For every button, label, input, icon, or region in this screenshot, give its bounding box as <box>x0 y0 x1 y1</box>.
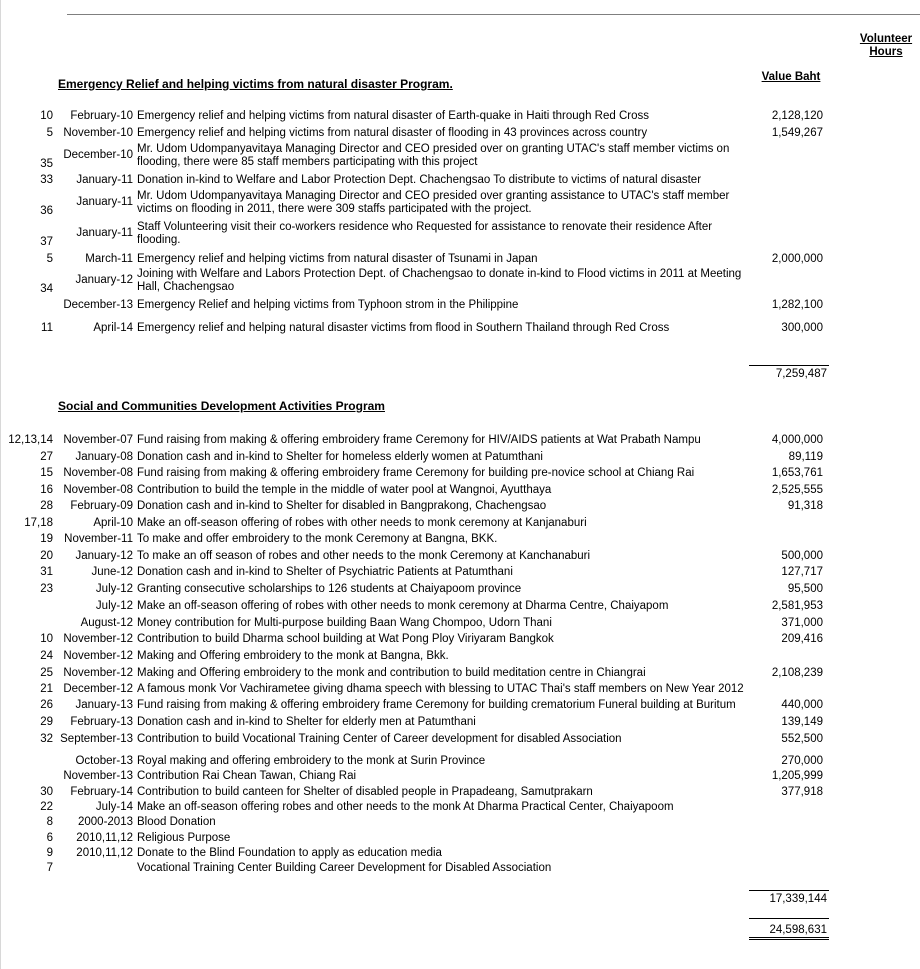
description-cell: Make an off-season offering robes and other needs to the monk At Dharma Practical Center, Chaiyapoom <box>137 801 674 813</box>
table-row <box>0 832 920 848</box>
volunteer-hours-cell: 19 <box>40 533 53 545</box>
volunteer-hours-cell: 24 <box>40 650 53 662</box>
volunteer-hours-cell: 27 <box>40 451 53 463</box>
volunteer-hours-cell: 35 <box>40 158 53 170</box>
value-cell: 1,653,761 <box>771 467 823 479</box>
value-cell: 1,549,267 <box>771 127 823 139</box>
description-cell: Making and Offering embroidery to the monk and contribution to build meditation centre in Chiangrai <box>137 667 646 679</box>
value-cell: 95,500 <box>787 583 823 595</box>
date-cell: 2010,11,12 <box>76 847 133 859</box>
description-cell: Religious Purpose <box>137 832 231 844</box>
value-cell: 4,000,000 <box>771 434 823 446</box>
volunteer-hours-cell: 33 <box>40 174 53 186</box>
date-cell: July-12 <box>95 600 133 612</box>
section-total-social-development: 17,339,144 <box>769 893 827 905</box>
value-cell: 1,282,100 <box>771 299 823 311</box>
table-row <box>0 143 920 173</box>
description-cell: Vocational Training Center Building Career Development for Disabled Association <box>137 862 552 874</box>
date-cell: December-12 <box>63 683 133 695</box>
table-row <box>0 533 920 549</box>
subtotal-rule <box>749 890 829 891</box>
table-row <box>0 667 920 683</box>
volunteer-hours-header: Volunteer Hours <box>859 33 913 59</box>
table-row <box>0 566 920 582</box>
description-cell: To make and offer embroidery to the monk Ceremony at Bangna, BKK. <box>137 533 498 545</box>
table-row <box>0 583 920 599</box>
volunteer-hours-cell: 22 <box>40 801 53 813</box>
date-cell: November-13 <box>63 770 133 782</box>
date-cell: January-13 <box>75 699 133 711</box>
table-row <box>0 174 920 190</box>
description-cell: Contribution to build the temple in the middle of water pool at Wangnoi, Ayutthaya <box>137 484 552 496</box>
section-title-social-development: Social and Communities Development Activities Program <box>58 399 385 413</box>
grand-total-double-rule <box>749 939 829 940</box>
volunteer-hours-cell: 11 <box>41 322 53 334</box>
date-cell: February-14 <box>70 786 133 798</box>
date-cell: January-12 <box>75 550 133 562</box>
date-cell: January-11 <box>76 174 133 186</box>
grand-total: 24,598,631 <box>769 924 827 936</box>
value-cell: 440,000 <box>781 699 823 711</box>
table-row <box>0 268 920 298</box>
date-cell: July-14 <box>95 801 133 813</box>
volunteer-hours-cell: 25 <box>40 667 53 679</box>
date-cell: December-13 <box>63 299 133 311</box>
description-cell: Donation in-kind to Welfare and Labor Protection Dept. Chachengsao To distribute to victims of natural disaster <box>137 174 702 186</box>
date-cell: February-13 <box>70 716 133 728</box>
date-cell: November-08 <box>63 484 133 496</box>
volunteer-hours-cell: 32 <box>40 733 53 745</box>
value-cell: 371,000 <box>781 617 823 629</box>
description-cell: Fund raising from making & offering embroidery frame Ceremony for building crematorium Funeral building at Buritum <box>137 699 736 711</box>
volunteer-hours-cell: 30 <box>40 786 53 798</box>
description-cell: Mr. Udom Udompanyavitaya Managing Director and CEO presided over granting assistance to UTAC's staff member victims on flooding in 2011, there were 309 staffs participated with the project. <box>137 190 730 216</box>
volunteer-hours-cell: 36 <box>40 205 53 217</box>
description-cell: Donation cash and in-kind to Shelter of Psychiatric Patients at Patumthani <box>137 566 513 578</box>
date-cell: 2010,11,12 <box>76 832 133 844</box>
value-cell: 2,108,239 <box>771 667 823 679</box>
value-cell: 1,205,999 <box>771 770 823 782</box>
date-cell: November-10 <box>63 127 133 139</box>
description-cell: Contribution to build Vocational Training Center of Career development for disabled Association <box>137 733 622 745</box>
table-row <box>0 434 920 450</box>
volunteer-hours-cell: 20 <box>40 550 53 562</box>
section-total-emergency-relief: 7,259,487 <box>775 368 827 380</box>
volunteer-hours-cell: 10 <box>40 633 53 645</box>
value-cell: 500,000 <box>781 550 823 562</box>
date-cell: February-10 <box>70 110 133 122</box>
value-cell: 300,000 <box>781 322 823 334</box>
table-row <box>0 451 920 467</box>
section-title-emergency-relief: Emergency Relief and helping victims from natural disaster Program. <box>58 77 453 91</box>
description-cell: Emergency relief and helping victims from natural disaster of Tsunami in Japan <box>137 253 538 265</box>
table-row <box>0 786 920 802</box>
volunteer-hours-cell: 31 <box>40 566 53 578</box>
description-cell: Contribution Rai Chean Tawan, Chiang Rai <box>137 770 357 782</box>
description-cell: Emergency relief and helping natural disaster victims from flood in Southern Thailand through Red Cross <box>137 322 670 334</box>
value-cell: 2,000,000 <box>771 253 823 265</box>
description-cell: Donate to the Blind Foundation to apply as education media <box>137 847 442 859</box>
volunteer-hours-cell: 6 <box>46 832 53 844</box>
table-row <box>0 816 920 832</box>
description-cell: Donation cash and in-kind to Shelter for disabled in Bangprakong, Chachengsao <box>137 500 547 512</box>
description-cell: Fund raising from making & offering embroidery frame Ceremony for building pre-novice school at Chiang Rai <box>137 467 695 479</box>
description-cell: Fund raising from making & offering embroidery frame Ceremony for HIV/AIDS patients at Wat Prabath Nampu <box>137 434 701 446</box>
date-cell: 2000-2013 <box>78 816 133 828</box>
description-cell: Emergency relief and helping victims from natural disaster of flooding in 43 provinces across country <box>137 127 648 139</box>
table-row <box>0 110 920 126</box>
description-cell: Making and Offering embroidery to the monk at Bangna, Bkk. <box>137 650 449 662</box>
description-cell: Make an off-season offering of robes with other needs to monk ceremony at Dharma Centre, Chaiyapom <box>137 600 669 612</box>
volunteer-hours-cell: 10 <box>40 110 53 122</box>
value-baht-header: Value Baht <box>761 71 821 83</box>
value-cell: 270,000 <box>781 755 823 767</box>
description-cell: Blood Donation <box>137 816 216 828</box>
description-cell: Money contribution for Multi-purpose building Baan Wang Chompoo, Udorn Thani <box>137 617 552 629</box>
date-cell: October-13 <box>75 755 133 767</box>
value-cell: 2,581,953 <box>771 600 823 612</box>
value-cell: 552,500 <box>781 733 823 745</box>
grand-total-double-rule <box>749 937 829 938</box>
table-row <box>0 127 920 143</box>
date-cell: December-10 <box>63 149 133 161</box>
description-cell: A famous monk Vor Vachirametee giving dhama speech with blessing to UTAC Thai's staff members on New Year 2012 <box>137 683 744 695</box>
volunteer-hours-cell: 23 <box>40 583 53 595</box>
date-cell: November-12 <box>63 633 133 645</box>
table-row <box>0 299 920 315</box>
table-row <box>0 484 920 500</box>
table-row <box>0 847 920 863</box>
volunteer-hours-cell: 7 <box>46 862 53 874</box>
description-cell: Donation cash and in-kind to Shelter for homeless elderly women at Patumthani <box>137 451 543 463</box>
table-row <box>0 862 920 878</box>
table-row <box>0 253 920 269</box>
date-cell: January-11 <box>76 196 133 208</box>
volunteer-hours-cell: 17,18 <box>24 517 53 529</box>
volunteer-hours-cell: 9 <box>46 847 53 859</box>
table-row <box>0 755 920 771</box>
table-row <box>0 716 920 732</box>
value-cell: 2,128,120 <box>771 110 823 122</box>
date-cell: January-12 <box>75 274 133 286</box>
description-cell: Emergency relief and helping victims from natural disaster of Earth-quake in Haiti through Red Cross <box>137 110 649 122</box>
table-row <box>0 322 920 338</box>
description-cell: Donation cash and in-kind to Shelter for elderly men at Patumthani <box>137 716 476 728</box>
date-cell: November-12 <box>63 650 133 662</box>
description-cell: Joining with Welfare and Labors Protection Dept. of Chachengsao to donate in-kind to Flood victims in 2011 at Meeting Hall, Chachengsao <box>137 268 742 294</box>
table-row <box>0 683 920 699</box>
volunteer-hours-cell: 26 <box>40 699 53 711</box>
volunteer-hours-cell: 34 <box>40 283 53 295</box>
volunteer-hours-cell: 15 <box>40 467 53 479</box>
date-cell: March-11 <box>85 253 133 265</box>
value-cell: 127,717 <box>781 566 823 578</box>
subtotal-rule <box>749 365 829 366</box>
date-cell: January-08 <box>75 451 133 463</box>
description-cell: Contribution to build Dharma school building at Wat Pong Ploy Viriyaram Bangkok <box>137 633 554 645</box>
date-cell: September-13 <box>60 733 133 745</box>
volunteer-hours-cell: 21 <box>40 683 53 695</box>
table-row <box>0 221 920 251</box>
description-cell: Granting consecutive scholarships to 126 students at Chaiyapoom province <box>137 583 522 595</box>
volunteer-hours-cell: 37 <box>40 236 53 248</box>
table-row <box>0 517 920 533</box>
date-cell: January-11 <box>76 227 133 239</box>
grand-total-rule <box>749 918 829 919</box>
date-cell: November-12 <box>63 667 133 679</box>
table-row <box>0 190 920 220</box>
date-cell: November-08 <box>63 467 133 479</box>
volunteer-hours-cell: 16 <box>40 484 53 496</box>
table-row <box>0 733 920 749</box>
volunteer-hours-cell: 8 <box>46 816 53 828</box>
volunteer-hours-cell: 29 <box>40 716 53 728</box>
description-cell: Contribution to build canteen for Shelter of disabled people in Prapadeang, Samutprakarn <box>137 786 593 798</box>
date-cell: August-12 <box>80 617 133 629</box>
date-cell: November-07 <box>63 434 133 446</box>
table-row <box>0 550 920 566</box>
date-cell: June-12 <box>91 566 133 578</box>
value-cell: 139,149 <box>781 716 823 728</box>
table-row <box>0 699 920 715</box>
description-cell: Make an off-season offering of robes with other needs to monk ceremony at Kanjanaburi <box>137 517 587 529</box>
table-row <box>0 617 920 633</box>
date-cell: April-10 <box>93 517 133 529</box>
description-cell: To make an off season of robes and other needs to the monk Ceremony at Kanchanaburi <box>137 550 591 562</box>
description-cell: Emergency Relief and helping victims from Typhoon strom in the Philippine <box>137 299 519 311</box>
table-row <box>0 467 920 483</box>
table-row <box>0 650 920 666</box>
top-border <box>67 14 920 15</box>
volunteer-hours-cell: 5 <box>46 253 53 265</box>
description-cell: Royal making and offering embroidery to the monk at Surin Province <box>137 755 486 767</box>
value-cell: 377,918 <box>781 786 823 798</box>
volunteer-hours-cell: 28 <box>40 500 53 512</box>
date-cell: April-14 <box>93 322 133 334</box>
table-row <box>0 770 920 786</box>
value-cell: 2,525,555 <box>771 484 823 496</box>
date-cell: July-12 <box>95 583 133 595</box>
description-cell: Staff Volunteering visit their co-workers residence who Requested for assistance to renovate their residence After flooding. <box>137 221 713 247</box>
date-cell: February-09 <box>70 500 133 512</box>
description-cell: Mr. Udom Udompanyavitaya Managing Director and CEO presided over on granting UTAC's staff member victims on flooding, there were 85 staff members participating with this project <box>137 143 730 169</box>
volunteer-hours-cell: 5 <box>46 127 53 139</box>
table-row <box>0 633 920 649</box>
value-cell: 209,416 <box>781 633 823 645</box>
table-row <box>0 600 920 616</box>
volunteer-hours-cell: 12,13,14 <box>8 434 53 446</box>
value-cell: 89,119 <box>788 451 823 463</box>
date-cell: November-11 <box>64 533 133 545</box>
table-row <box>0 801 920 817</box>
table-row <box>0 500 920 516</box>
value-cell: 91,318 <box>787 500 823 512</box>
